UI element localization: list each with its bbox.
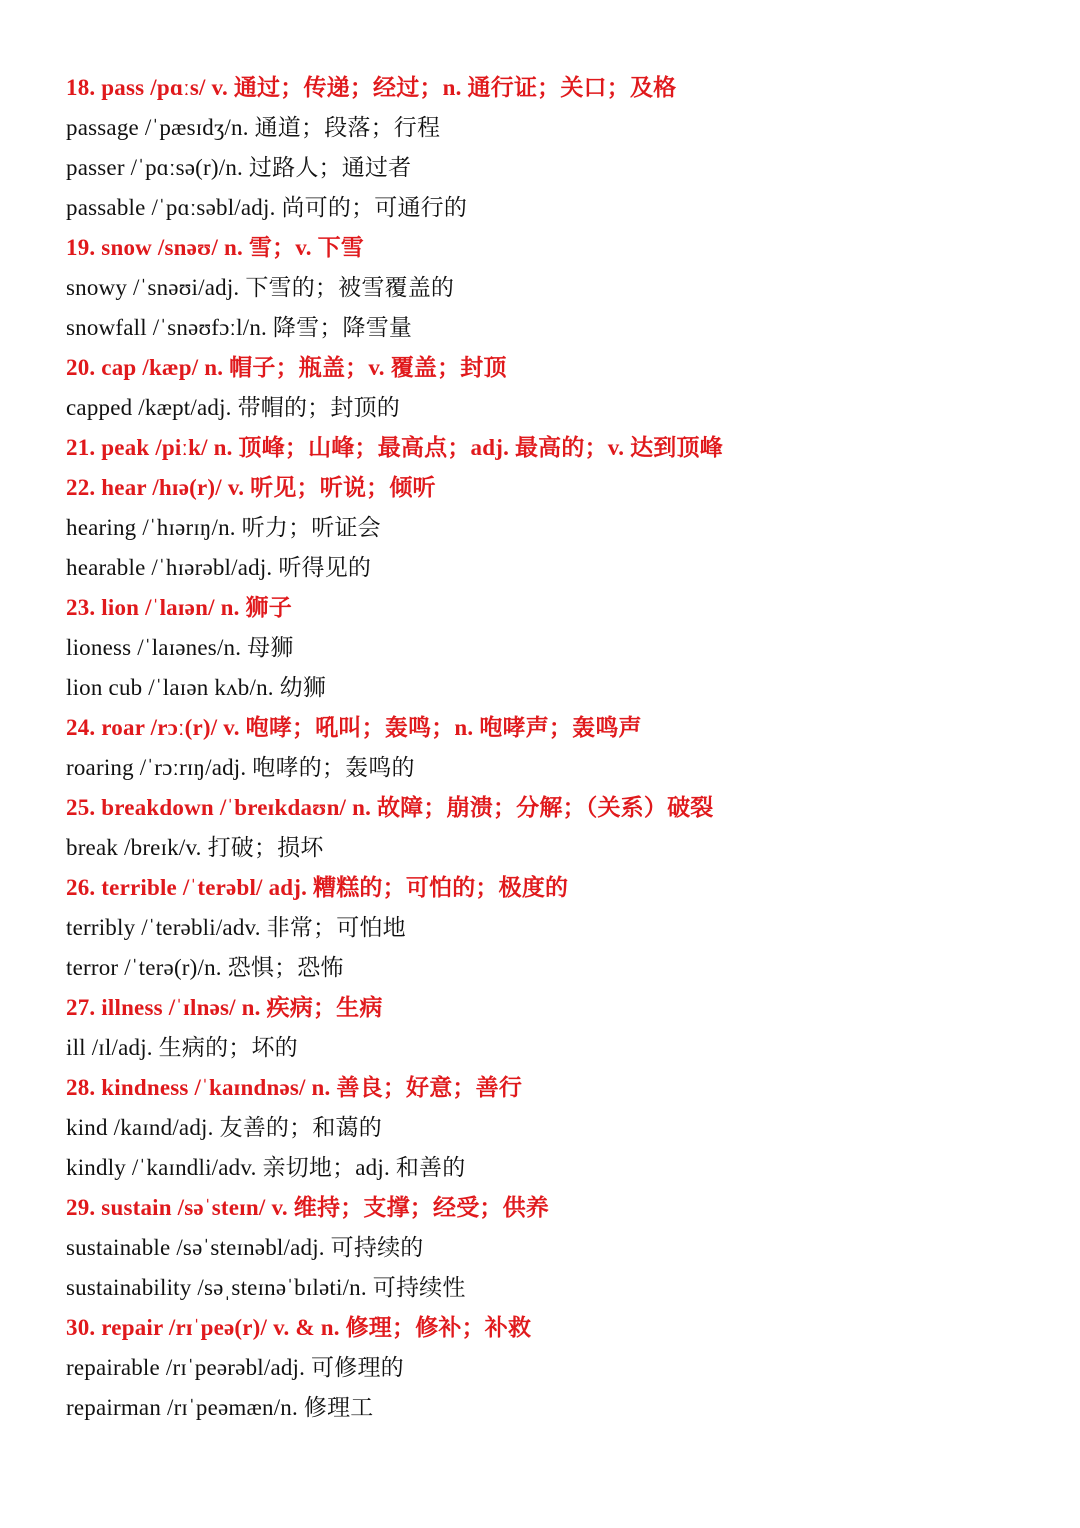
derived-word-entry: hearing /ˈhɪərɪŋ/n. 听力；听证会 bbox=[66, 515, 381, 540]
derived-word-entry: sustainability /səˌsteɪnəˈbɪləti/n. 可持续性 bbox=[66, 1275, 466, 1300]
headword-entry: 18. pass /pɑːs/ v. 通过；传递；经过；n. 通行证；关口；及格 bbox=[66, 75, 677, 100]
derived-word-entry: repairman /rɪˈpeəmæn/n. 修理工 bbox=[66, 1395, 374, 1420]
headword-entry: 25. breakdown /ˈbreɪkdaʊn/ n. 故障；崩溃；分解；（关系）破裂 bbox=[66, 795, 714, 820]
vocabulary-list bbox=[66, 68, 1056, 1428]
headword-entry: 28. kindness /ˈkaɪndnəs/ n. 善良；好意；善行 bbox=[66, 1075, 523, 1100]
derived-word-entry: passage /ˈpæsɪdʒ/n. 通道；段落；行程 bbox=[66, 115, 441, 140]
headword-entry: 27. illness /ˈɪlnəs/ n. 疾病；生病 bbox=[66, 995, 383, 1020]
derived-word-entry: repairable /rɪˈpeərəbl/adj. 可修理的 bbox=[66, 1355, 404, 1380]
headword-entry: 23. lion /ˈlaɪən/ n. 狮子 bbox=[66, 595, 292, 620]
derived-word-entry: kindly /ˈkaɪndli/adv. 亲切地；adj. 和善的 bbox=[66, 1155, 466, 1180]
derived-word-entry: kind /kaɪnd/adj. 友善的；和蔼的 bbox=[66, 1115, 382, 1140]
headword-entry: 29. sustain /səˈsteɪn/ v. 维持；支撑；经受；供养 bbox=[66, 1195, 549, 1220]
derived-word-entry: lion cub /ˈlaɪən kʌb/n. 幼狮 bbox=[66, 675, 327, 700]
derived-word-entry: roaring /ˈrɔːrɪŋ/adj. 咆哮的；轰鸣的 bbox=[66, 755, 415, 780]
derived-word-entry: lioness /ˈlaɪənes/n. 母狮 bbox=[66, 635, 294, 660]
derived-word-entry: terror /ˈterə(r)/n. 恐惧；恐怖 bbox=[66, 955, 344, 980]
derived-word-entry: passer /ˈpɑːsə(r)/n. 过路人；通过者 bbox=[66, 155, 412, 180]
derived-word-entry: ill /ɪl/adj. 生病的；坏的 bbox=[66, 1035, 298, 1060]
headword-entry: 26. terrible /ˈterəbl/ adj. 糟糕的；可怕的；极度的 bbox=[66, 875, 569, 900]
derived-word-entry: snowy /ˈsnəʊi/adj. 下雪的；被雪覆盖的 bbox=[66, 275, 455, 300]
derived-word-entry: hearable /ˈhɪərəbl/adj. 听得见的 bbox=[66, 555, 372, 580]
headword-entry: 21. peak /piːk/ n. 顶峰；山峰；最高点；adj. 最高的；v. 达到顶峰 bbox=[66, 435, 723, 460]
headword-entry: 24. roar /rɔː(r)/ v. 咆哮；吼叫；轰鸣；n. 咆哮声；轰鸣声 bbox=[66, 715, 642, 740]
derived-word-entry: terribly /ˈterəbli/adv. 非常；可怕地 bbox=[66, 915, 406, 940]
derived-word-entry: break /breɪk/v. 打破；损坏 bbox=[66, 835, 324, 860]
derived-word-entry: capped /kæpt/adj. 带帽的；封顶的 bbox=[66, 395, 400, 420]
headword-entry: 30. repair /rɪˈpeə(r)/ v. & n. 修理；修补；补救 bbox=[66, 1315, 532, 1340]
headword-entry: 22. hear /hɪə(r)/ v. 听见；听说；倾听 bbox=[66, 475, 436, 500]
derived-word-entry: sustainable /səˈsteɪnəbl/adj. 可持续的 bbox=[66, 1235, 424, 1260]
headword-entry: 19. snow /snəʊ/ n. 雪；v. 下雪 bbox=[66, 235, 365, 260]
derived-word-entry: snowfall /ˈsnəʊfɔːl/n. 降雪；降雪量 bbox=[66, 315, 413, 340]
headword-entry: 20. cap /kæp/ n. 帽子；瓶盖；v. 覆盖；封顶 bbox=[66, 355, 507, 380]
derived-word-entry: passable /ˈpɑːsəbl/adj. 尚可的；可通行的 bbox=[66, 195, 468, 220]
